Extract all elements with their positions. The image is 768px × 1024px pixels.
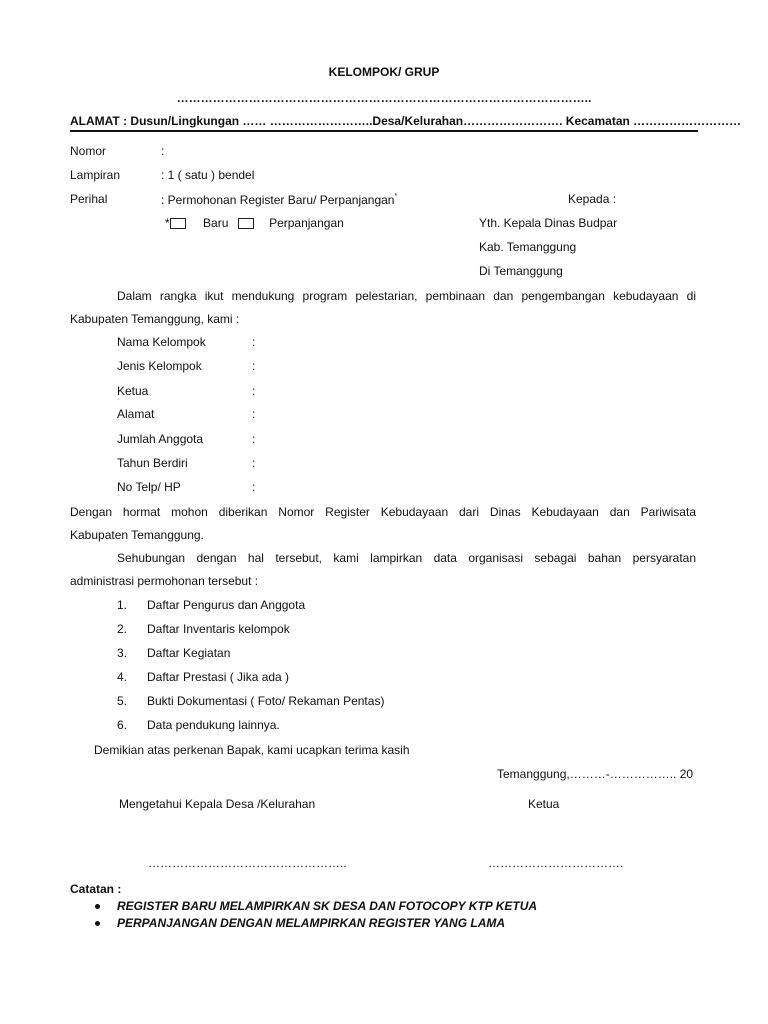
perihal-label: Perihal xyxy=(70,192,108,206)
bullet-icon xyxy=(95,904,100,909)
field-colon: : xyxy=(252,432,256,446)
note-item-2: PERPANJANGAN DENGAN MELAMPIRKAN REGISTER YANG LAMA xyxy=(117,916,506,930)
attachment-item: 2. Daftar Inventaris kelompok xyxy=(117,622,290,636)
intro-line-1: Dalam rangka ikut mendukung program pelestarian, pembinaan dan pengembangan kebudayaan di xyxy=(117,289,696,303)
signature-left-title: Mengetahui Kepala Desa /Kelurahan xyxy=(119,797,316,811)
address-line: ALAMAT : Dusun/Lingkungan …… ……………………..Desa/Kelurahan……………………. Kecamatan ……………………… xyxy=(70,114,742,128)
nomor-value: : xyxy=(161,144,165,158)
option-baru-label: Baru xyxy=(203,216,229,230)
recipient-line-2: Kab. Temanggung xyxy=(479,240,577,254)
field-colon: : xyxy=(252,335,256,349)
field-colon: : xyxy=(252,384,256,398)
checkbox-perpanjangan[interactable] xyxy=(238,218,254,229)
kepada-label: Kepada : xyxy=(568,192,617,206)
attach-intro-line-1: Sehubungan dengan hal tersebut, kami lampirkan data organisasi sebagai bahan persyaratan xyxy=(117,551,696,565)
checkbox-baru[interactable] xyxy=(170,218,186,229)
recipient-line-1: Yth. Kepala Dinas Budpar xyxy=(479,216,618,230)
field-label-ketua: Ketua xyxy=(117,384,149,398)
field-colon: : xyxy=(252,480,256,494)
perihal-footnote-mark: * xyxy=(394,193,398,200)
field-label-tahun-berdiri: Tahun Berdiri xyxy=(117,456,188,470)
field-label-jumlah-anggota: Jumlah Anggota xyxy=(117,432,204,446)
attachment-item: 5. Bukti Dokumentasi ( Foto/ Rekaman Pentas) xyxy=(117,694,385,708)
perihal-value: : Permohonan Register Baru/ Perpanjangan* xyxy=(161,193,398,207)
recipient-line-3: Di Temanggung xyxy=(479,264,563,278)
request-line-2: Kabupaten Temanggung. xyxy=(70,528,204,542)
field-label-no-telp: No Telp/ HP xyxy=(117,480,181,494)
note-item-1: REGISTER BARU MELAMPIRKAN SK DESA DAN FOTOCOPY KTP KETUA xyxy=(117,899,538,913)
attachment-item: 4. Daftar Prestasi ( Jika ada ) xyxy=(117,670,290,684)
intro-line-2: Kabupaten Temanggung, kami : xyxy=(70,312,240,326)
attachment-item: 6. Data pendukung lainnya. xyxy=(117,718,280,732)
lampiran-value: : 1 ( satu ) bendel xyxy=(161,168,255,182)
field-colon: : xyxy=(252,407,256,421)
bullet-icon xyxy=(95,921,100,926)
request-line-1: Dengan hormat mohon diberikan Nomor Register Kebudayaan dari Dinas Kebudayaan dan Pariwisata xyxy=(70,505,696,519)
header-divider xyxy=(70,130,698,132)
options-asterisk: * xyxy=(165,216,170,230)
signature-right-title: Ketua xyxy=(528,797,560,811)
date-line: Temanggung,………-…………….. 20 xyxy=(497,767,694,781)
field-colon: : xyxy=(252,359,256,373)
notes-label: Catatan : xyxy=(70,882,122,896)
register-options xyxy=(165,217,344,229)
attach-intro-line-2: administrasi permohonan tersebut : xyxy=(70,574,259,588)
attachment-item: 1. Daftar Pengurus dan Anggota xyxy=(117,598,306,612)
field-colon: : xyxy=(252,456,256,470)
field-label-nama-kelompok: Nama Kelompok xyxy=(117,335,206,349)
attachment-item: 3. Daftar Kegiatan xyxy=(117,646,231,660)
nomor-label: Nomor xyxy=(70,144,107,158)
form-title: KELOMPOK/ GRUP xyxy=(328,65,440,79)
field-label-alamat: Alamat xyxy=(117,407,155,421)
field-label-jenis-kelompok: Jenis Kelompok xyxy=(117,359,202,373)
lampiran-label: Lampiran xyxy=(70,168,121,182)
option-perpanjangan-label: Perpanjangan xyxy=(269,216,344,230)
group-name-blank: ………………………………………………………………………………………….. xyxy=(176,91,592,105)
signature-right-line: ……………………………. xyxy=(488,856,624,870)
signature-left-line: ………………………………………….. xyxy=(148,856,347,870)
closing-text: Demikian atas perkenan Bapak, kami ucapkan terima kasih xyxy=(94,743,410,757)
